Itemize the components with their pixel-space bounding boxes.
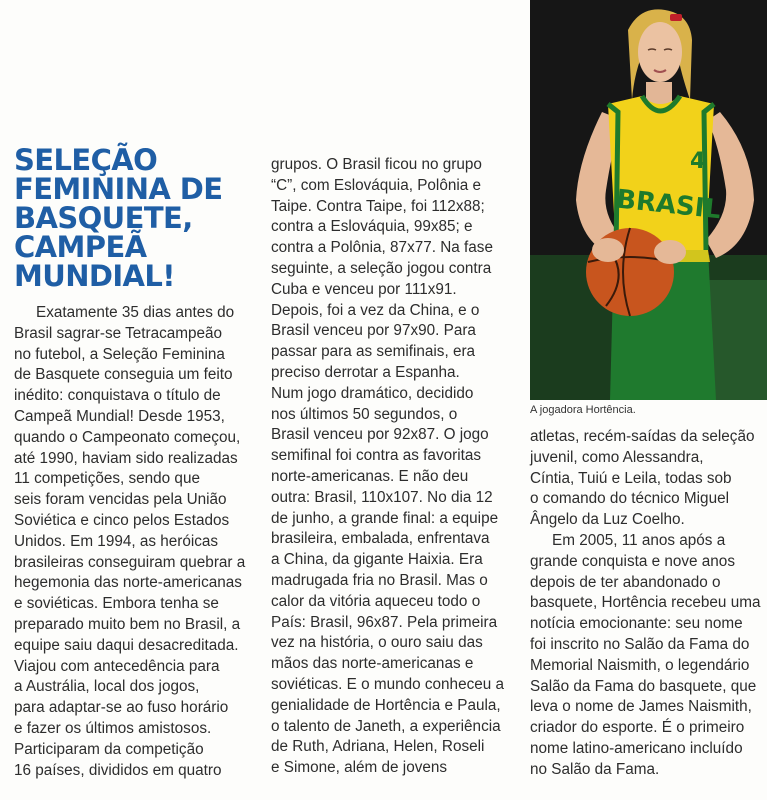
text-line: passar para as semifinais, era: [271, 343, 476, 361]
text-line: soviéticas. E o mundo conheceu a: [271, 675, 504, 693]
text-line: notícia emocionante: seu nome: [530, 615, 743, 633]
text-line: “C”, com Eslováquia, Polônia e: [271, 176, 482, 194]
text-line: preparado muito bem no Brasil, a: [14, 615, 241, 633]
text-line: de Ruth, Adriana, Helen, Roseli: [271, 738, 485, 756]
text-line: contra a Eslováquia, 99x85; e: [271, 218, 473, 236]
title-line: CAMPEÃ: [14, 230, 147, 264]
body-paragraph: [14, 303, 259, 781]
title-line: SELEÇÃO: [14, 143, 158, 177]
text-line: Em 2005, 11 anos após a: [552, 531, 726, 549]
text-line: madrugada fria no Brasil. Mas o: [271, 571, 488, 589]
text-line: a Austrália, local dos jogos,: [14, 678, 200, 696]
title-line: MUNDIAL!: [14, 259, 175, 293]
text-line: o comando do técnico Miguel: [530, 490, 729, 508]
text-line: contra a Polônia, 87x77. Na fase: [271, 239, 493, 257]
text-line: Memorial Naismith, o legendário: [530, 656, 750, 674]
text-line: Soviética e cinco pelos Estados: [14, 511, 230, 529]
text-line: leva o nome de James Naismith,: [530, 698, 752, 716]
text-line: Ângelo da Luz Coelho.: [530, 511, 685, 529]
text-line: Campeã Mundial! Desde 1953,: [14, 407, 225, 425]
body-paragraph: [530, 427, 767, 531]
text-line: Salão da Fama do basquete, que: [530, 677, 757, 695]
text-line: Taipe. Contra Taipe, foi 112x88;: [271, 197, 485, 215]
text-line: juvenil, como Alessandra,: [530, 448, 704, 466]
photo-caption: A jogadora Hortência.: [530, 404, 636, 416]
text-line: Depois, foi a vez da China, e o: [271, 301, 480, 319]
text-line: grupos. O Brasil ficou no grupo: [271, 156, 482, 173]
player-illustration: [530, 0, 767, 400]
text-line: foi inscrito no Salão da Fama do: [530, 635, 750, 653]
text-line: País: Brasil, 96x87. Pela primeira: [271, 613, 498, 631]
text-line: e Simone, além de jovens: [271, 759, 448, 777]
title-line: FEMININA DE: [14, 172, 223, 206]
text-line: norte-americanas. E não deu: [271, 467, 469, 485]
text-line: hegemonia das norte-americanas: [14, 574, 242, 592]
text-line: Brasil sagrar-se Tetracampeão: [14, 324, 223, 342]
text-line: equipe saiu daqui desacreditada.: [14, 636, 239, 654]
title-line: BASQUETE,: [14, 201, 193, 235]
text-line: Unidos. Em 1994, as heróicas: [14, 532, 219, 550]
text-line: 11 competições, sendo que: [14, 470, 200, 488]
text-line: e soviéticas. Embora tenha se: [14, 595, 219, 613]
text-line: no futebol, a Seleção Feminina: [14, 345, 225, 363]
article-column-3: [530, 427, 767, 781]
text-line: basquete, Hortência recebeu uma: [530, 594, 761, 612]
body-paragraph: [530, 531, 767, 781]
text-line: criador do esporte. É o primeiro: [530, 719, 745, 737]
article-column-1: [14, 303, 259, 781]
text-line: calor da vitória aqueceu todo o: [271, 592, 481, 610]
text-line: Cíntia, Tuiú e Leila, todas sob: [530, 469, 732, 487]
text-line: 16 países, divididos em quatro: [14, 761, 222, 779]
article-title: [14, 143, 254, 293]
text-line: grande conquista e nove anos: [530, 552, 735, 570]
jersey-number: 4: [690, 149, 706, 174]
text-line: Brasil venceu por 97x90. Para: [271, 322, 476, 340]
text-line: depois de ter abandonado o: [530, 573, 721, 591]
article-column-2: [271, 155, 516, 779]
player-photo: [530, 0, 767, 400]
text-line: nos últimos 50 segundos, o: [271, 405, 458, 423]
text-line: até 1990, haviam sido realizadas: [14, 449, 238, 467]
text-line: vez na história, o ouro saiu das: [271, 634, 483, 652]
text-line: Viajou com antecedência para: [14, 657, 220, 675]
text-line: seguinte, a seleção jogou contra: [271, 259, 492, 277]
text-line: Brasil venceu por 92x87. O jogo: [271, 426, 489, 444]
text-line: Exatamente 35 dias antes do: [36, 304, 235, 321]
text-line: outra: Brasil, 110x107. No dia 12: [271, 488, 493, 506]
text-line: o talento de Janeth, a experiência: [271, 717, 501, 735]
jersey-text: BRASIL: [614, 184, 723, 226]
text-line: a China, da gigante Haixia. Era: [271, 551, 483, 569]
text-line: nome latino-americano incluído: [530, 739, 743, 757]
text-line: brasileiras conseguiram quebrar a: [14, 553, 246, 571]
text-line: brasileira, embalada, enfrentava: [271, 530, 490, 548]
text-line: para adaptar-se ao fuso horário: [14, 699, 229, 717]
body-paragraph: [271, 155, 516, 779]
text-line: preciso derrotar a Espanha.: [271, 363, 460, 381]
text-line: mãos das norte-americanas e: [271, 655, 474, 673]
text-line: seis foram vencidas pela União: [14, 491, 227, 509]
text-line: inédito: conquistava o título de: [14, 387, 221, 405]
text-line: Cuba e venceu por 111x91.: [271, 280, 457, 298]
text-line: Num jogo dramático, decidido: [271, 384, 474, 402]
text-line: semifinal foi contra as favoritas: [271, 447, 481, 465]
text-line: genialidade de Hortência e Paula,: [271, 696, 501, 714]
text-line: e fazer os últimos amistosos.: [14, 719, 212, 737]
text-line: no Salão da Fama.: [530, 760, 660, 778]
text-line: quando o Campeonato começou,: [14, 428, 241, 446]
text-line: atletas, recém-saídas da seleção: [530, 428, 755, 445]
text-line: de Basquete conseguia um feito: [14, 366, 233, 384]
text-line: de junho, a grande final: a equipe: [271, 509, 499, 527]
text-line: Participaram da competição: [14, 740, 204, 758]
